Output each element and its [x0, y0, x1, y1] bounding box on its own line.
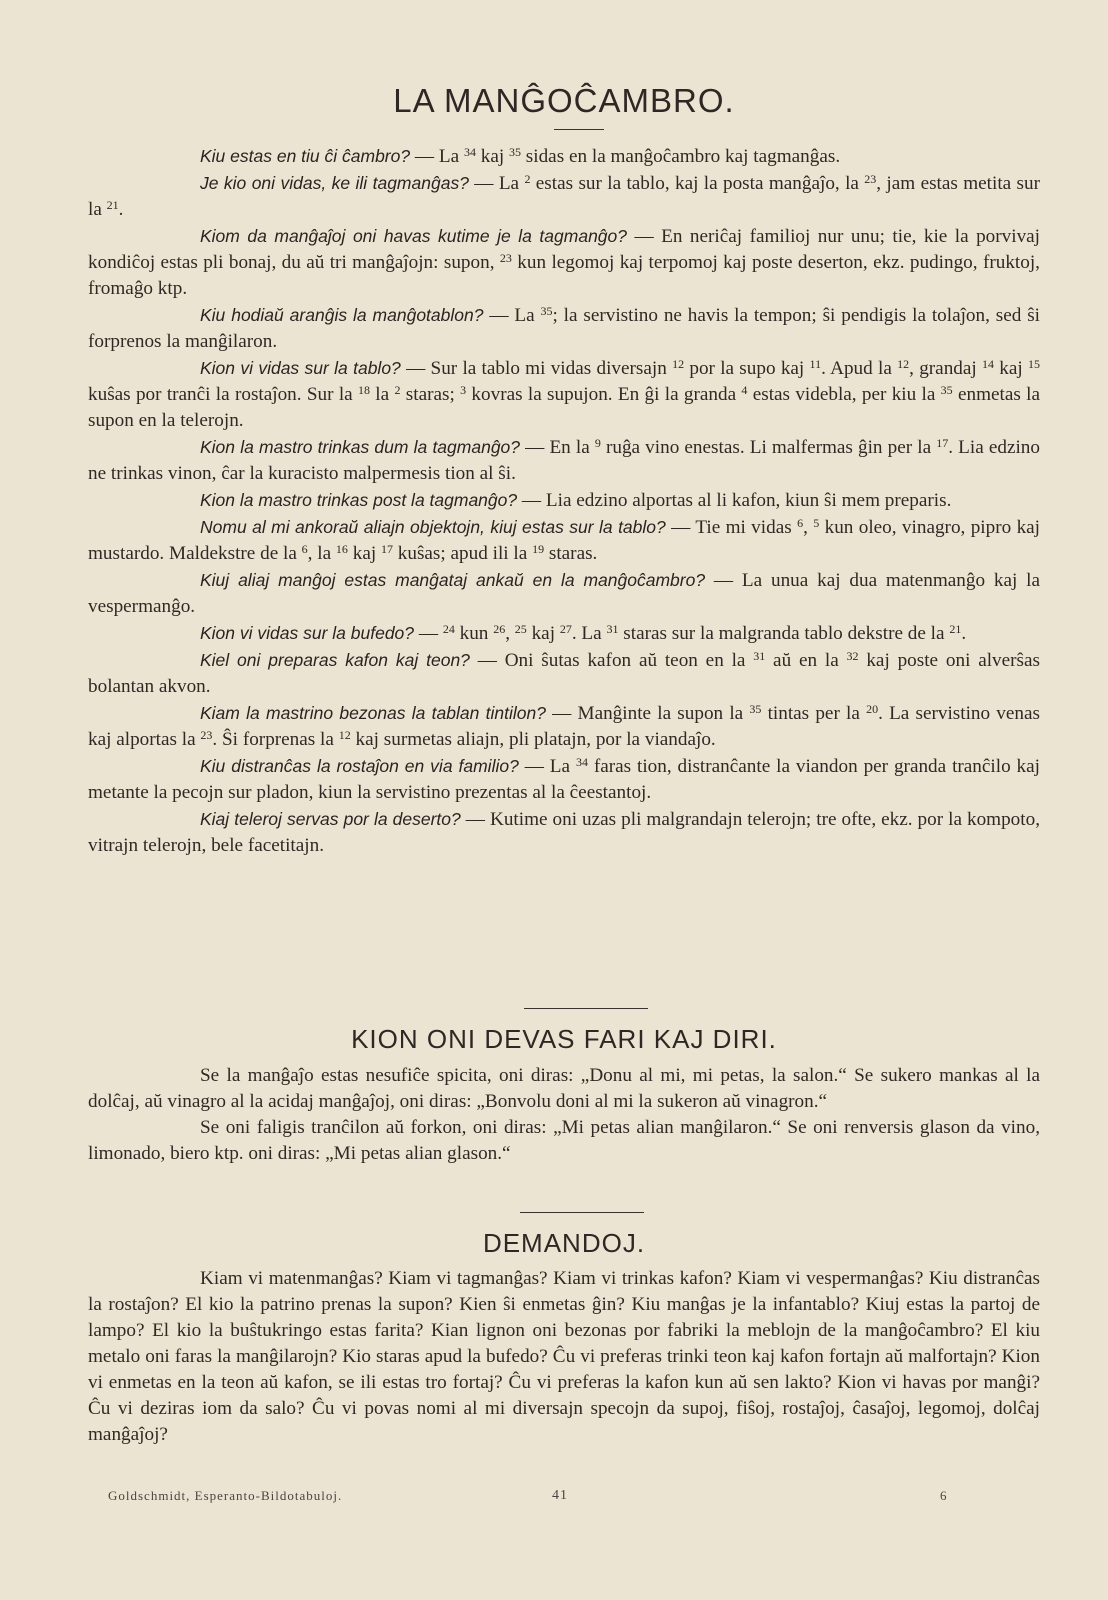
qa-paragraph	[88, 567, 1040, 620]
qa-paragraph	[88, 620, 1040, 647]
page-title: LA MANĜOĈAMBRO.	[393, 82, 735, 119]
section-divider	[524, 1008, 648, 1009]
qa-paragraph	[88, 514, 1040, 567]
footer-source: Goldschmidt, Esperanto-Bildotabuloj.	[108, 1488, 343, 1503]
qa-answer: — Tie mi vidas $^6$, $^5$ kun oleo, vinagro, pipro kaj mustardo. Maldekstre de la $^6$, la $^{16}$ kaj $^{17}$ kuŝas; apud ili la $^{19}$ staras.	[88, 516, 1041, 564]
page-number: 41	[552, 1488, 568, 1503]
qa-question: Kiu estas en tiu ĉi ĉambro?	[200, 146, 411, 166]
document-page	[88, 0, 1040, 1600]
qa-paragraph	[88, 753, 1040, 806]
qa-paragraph	[88, 647, 1040, 700]
qa-question: Kiu distranĉas la rostaĵon en via familio?	[200, 756, 519, 776]
qa-answer: — Oni ŝutas kafon aŭ teon en la $^{31}$ aŭ en la $^{32}$ kaj poste oni alverŝas bolantan akvon.	[88, 649, 1040, 697]
qa-answer: — Kutime oni uzas pli malgrandajn telerojn; tre ofte, ekz. por la kompoto, vitrajn telerojn, bele facetitajn.	[88, 809, 1040, 856]
sheet-mark: 6	[940, 1488, 948, 1503]
title-divider	[554, 129, 604, 130]
qa-question: Kion la mastro trinkas dum la tagmanĝo?	[200, 437, 521, 457]
text-paragraph: Kiam vi matenmanĝas? Kiam vi tagmanĝas? Kiam vi trinkas kafon? Kiam vi vespermanĝas? Kiu distranĉas la rostaĵon? El kio la patrino prenas la supon? Kien ŝi enmetas ĝin? Kiu manĝas je la infantablo? Kiuj estas la partoj de lampo? El kio la buŝtukringo estas farita? Kian lignon oni bezonas por fabriki la meblojn de la manĝoĉambro? El kiu metalo oni faras la manĝilarojn? Kio staras apud la bufedo? Ĉu vi preferas trinki teon kaj kafon fortajn aŭ malfortajn? Kion vi enmetas en la teon aŭ kafon, se ili estas tro fortaj? Ĉu vi preferas la kafon kun aŭ sen lakto? Kion vi havas por manĝi? Ĉu vi deziras iom da salo? Ĉu vi povas nomi al mi diversajn specojn da supoj, fiŝoj, rostaĵoj, ĉasaĵoj, legomoj, dolĉaj manĝaĵoj?	[88, 1268, 1040, 1445]
section-demandoj	[88, 1266, 1040, 1448]
qa-paragraph	[88, 806, 1040, 859]
qa-paragraph	[88, 170, 1040, 223]
qa-question: Kion vi vidas sur la tablo?	[200, 358, 401, 378]
qa-paragraph	[88, 355, 1040, 434]
qa-question: Nomu al mi ankoraŭ aliajn objektojn, kiuj estas sur la tablo?	[200, 517, 666, 537]
qa-answer: — En neriĉaj familioj nur unu; tie, kie la porvivaj kondiĉoj estas pli bonaj, du aŭ tri manĝaĵojn: supon, $^{23}$ kun legomoj kaj terpomoj kaj poste deserton, ekz. pudingo, fruktoj, fromaĝo ktp.	[88, 226, 1041, 299]
section-heading-kion: KION ONI DEVAS FARI KAJ DIRI.	[351, 1024, 777, 1054]
qa-answer: — La $^{34}$ kaj $^{35}$ sidas en la manĝoĉambro kaj tagmanĝas.	[410, 145, 841, 167]
section-divider	[520, 1212, 644, 1213]
qa-question: Kiam la mastrino bezonas la tablan tintilon?	[200, 703, 546, 723]
qa-paragraph	[88, 143, 1040, 170]
qa-question: Je kio oni vidas, ke ili tagmanĝas?	[200, 173, 469, 193]
qa-answer: — La $^2$ estas sur la tablo, kaj la posta manĝaĵo, la $^{23}$, jam estas metita sur la $^{21}$.	[88, 172, 1040, 220]
qa-paragraph	[88, 700, 1040, 753]
qa-question: Kiaj teleroj servas por la deserto?	[200, 809, 461, 829]
text-paragraph: Se la manĝaĵo estas nesufiĉe spicita, oni diras: „Donu al mi, mi petas, la salon.“ Se sukero mankas al la dolĉaj, aŭ vinagro al la acidaj manĝaĵoj, oni diras: „Bonvolu doni al mi la sukeron aŭ vinagron.“	[88, 1065, 1040, 1112]
qa-paragraph	[88, 487, 1040, 514]
qa-answer: — Sur la tablo mi vidas diversajn $^{12}$ por la supo kaj $^{11}$. Apud la $^{12}$, grandaj $^{14}$ kaj $^{15}$ kuŝas por tranĉi la rostaĵon. Sur la $^{18}$ la $^2$ staras; $^3$ kovras la supujon. En ĝi la granda $^4$ estas videbla, per kiu la $^{35}$ enmetas la supon en la telerojn.	[88, 357, 1040, 431]
qa-answer: — $^{24}$ kun $^{26}$, $^{25}$ kaj $^{27}$. La $^{31}$ staras sur la malgranda tablo dekstre de la $^{21}$.	[414, 622, 967, 644]
qa-paragraph	[88, 434, 1040, 487]
qa-answer: — La $^{35}$; la servistino ne havis la tempon; ŝi pendigis la tolaĵon, sed ŝi forprenos la manĝilaron.	[88, 304, 1040, 352]
section-questions-answers	[88, 143, 1040, 859]
qa-question: Kiu hodiaŭ aranĝis la manĝotablon?	[200, 305, 484, 325]
qa-question: Kiom da manĝaĵoj oni havas kutime je la tagmanĝo?	[200, 226, 628, 246]
qa-paragraph	[88, 302, 1040, 355]
qa-answer: — Manĝinte la supon la $^{35}$ tintas per la $^{20}$. La servistino venas kaj alportas la $^{23}$. Ŝi forprenas la $^{12}$ kaj surmetas aliajn, pli platajn, por la viandaĵo.	[88, 702, 1040, 750]
section-heading-demandoj: DEMANDOJ.	[482, 1228, 646, 1258]
qa-answer: — La unua kaj dua matenmanĝo kaj la vespermanĝo.	[88, 570, 1040, 617]
qa-answer: — En la $^9$ ruĝa vino enestas. Li malfermas ĝin per la $^{17}$. Lia edzino ne trinkas vinon, ĉar la kuracisto malpermesis tion al ŝi.	[88, 436, 1040, 484]
qa-paragraph	[88, 223, 1040, 302]
qa-answer: — Lia edzino alportas al li kafon, kiun ŝi mem preparis.	[517, 490, 952, 511]
page-footer	[88, 1488, 1040, 1508]
qa-question: Kion vi vidas sur la bufedo?	[200, 623, 415, 643]
text-paragraph: Se oni faligis tranĉilon aŭ forkon, oni diras: „Mi petas alian manĝilaron.“ Se oni renversis glason da vino, limonado, biero ktp. oni diras: „Mi petas alian glason.“	[88, 1117, 1040, 1164]
section-kion-oni-devas	[88, 1063, 1040, 1167]
qa-answer: — La $^{34}$ faras tion, distranĉante la viandon per granda tranĉilo kaj metante la pecojn sur pladon, kiun la servistino prezentas al la ĉeestantoj.	[88, 755, 1040, 803]
qa-question: Kion la mastro trinkas post la tagmanĝo?	[200, 490, 518, 510]
qa-question: Kiuj aliaj manĝoj estas manĝataj ankaŭ en la manĝoĉambro?	[200, 570, 706, 590]
qa-question: Kiel oni preparas kafon kaj teon?	[200, 650, 470, 670]
